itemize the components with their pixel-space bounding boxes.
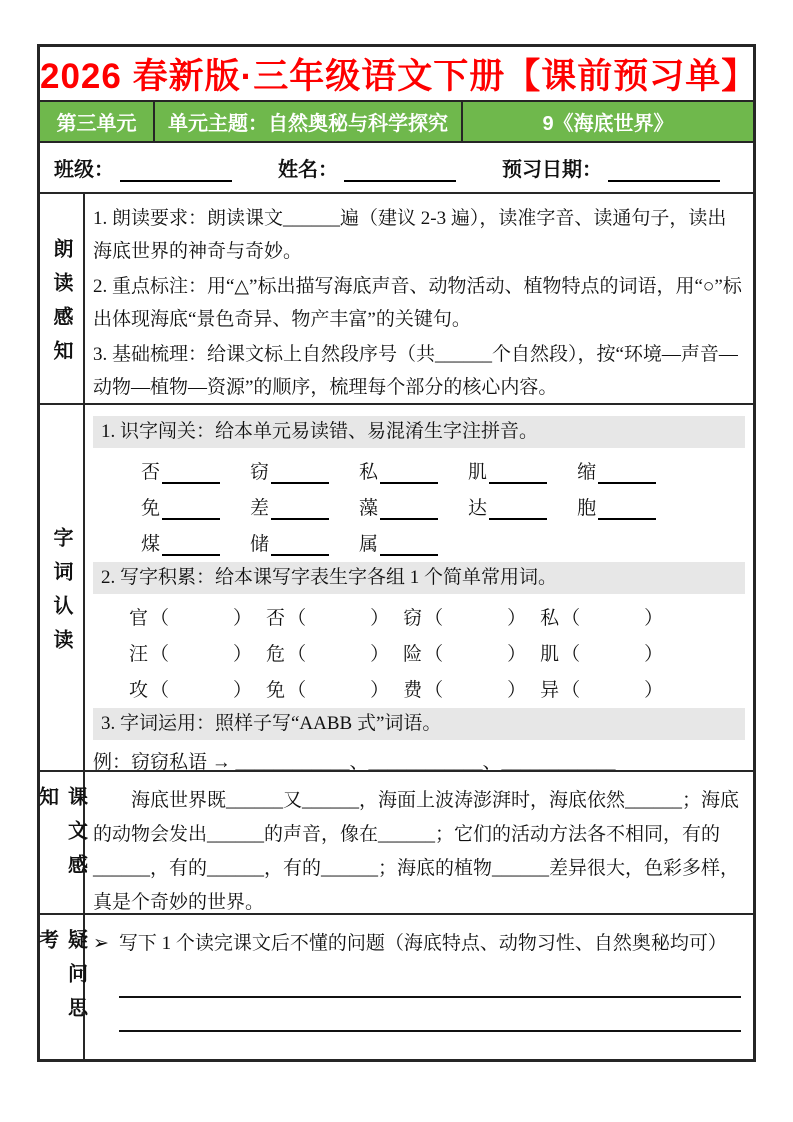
word-blank[interactable] bbox=[443, 648, 507, 666]
reading-item-1: 1. 朗读要求：朗读课文______遍（建议 2-3 遍），读准字音、读通句子，读出海底世界的神奇与奇妙。 bbox=[93, 208, 727, 262]
char: 费 bbox=[403, 680, 423, 701]
answer-line-1[interactable] bbox=[119, 996, 741, 998]
unit-theme: 单元主题：自然奥秘与科学探究 bbox=[155, 102, 463, 141]
word-blank[interactable] bbox=[306, 648, 370, 666]
zuci-item bbox=[129, 639, 252, 666]
pinyin-blank[interactable] bbox=[380, 464, 438, 484]
paren-close: ） bbox=[233, 644, 253, 665]
char: 胞 bbox=[577, 498, 597, 519]
zuci-item bbox=[129, 675, 252, 702]
question-prompt: 写下 1 个读完课文后不懂的问题（海底特点、动物习性、自然奥秘均可） bbox=[118, 933, 727, 954]
zuci-item bbox=[540, 603, 663, 630]
zuci-item bbox=[129, 603, 252, 630]
unit-number: 第三单元 bbox=[40, 102, 155, 141]
date-field bbox=[502, 153, 720, 182]
char: 缩 bbox=[577, 462, 597, 483]
word-blank[interactable] bbox=[306, 684, 370, 702]
date-label: 预习日期： bbox=[502, 159, 602, 182]
section-label-words: 字词认读 bbox=[40, 405, 85, 770]
word-blank[interactable] bbox=[580, 684, 644, 702]
paren-open: （ bbox=[561, 680, 581, 701]
reading-item-3: 3. 基础梳理：给课文标上自然段序号（共______个自然段），按“环境—声音—动物—植物—资源”的顺序，梳理每个部分的核心内容。 bbox=[93, 344, 738, 398]
zuci-row-1 bbox=[129, 600, 745, 630]
pinyin-blank[interactable] bbox=[489, 464, 547, 484]
section-body-text bbox=[85, 772, 753, 913]
pinyin-blank[interactable] bbox=[271, 464, 329, 484]
section-text-perception bbox=[35, 770, 753, 913]
section-word-recognition bbox=[40, 403, 753, 770]
char: 窃 bbox=[250, 462, 270, 483]
word-blank[interactable] bbox=[169, 648, 233, 666]
char: 煤 bbox=[141, 534, 161, 555]
pinyin-item bbox=[359, 529, 438, 556]
char: 险 bbox=[403, 644, 423, 665]
pinyin-item bbox=[468, 493, 547, 520]
paren-open: （ bbox=[287, 680, 307, 701]
pinyin-item bbox=[141, 457, 220, 484]
pinyin-item bbox=[359, 457, 438, 484]
char: 差 bbox=[250, 498, 270, 519]
char: 窃 bbox=[403, 608, 423, 629]
zuci-item bbox=[266, 675, 389, 702]
cloze-paragraph: 海底世界既______又______，海面上波涛澎湃时，海底依然______；海底的动物会发出______的声音，像在______；它们的活动方法各不相同，有的______，有的______，有的______；海底的植物______差异很大，色彩多样，真是个奇妙的世界。 bbox=[93, 790, 740, 913]
paren-open: （ bbox=[150, 608, 170, 629]
paren-close: ） bbox=[370, 644, 390, 665]
pinyin-blank[interactable] bbox=[489, 500, 547, 520]
pinyin-item bbox=[577, 457, 656, 484]
char: 否 bbox=[266, 608, 286, 629]
section-question-thinking bbox=[35, 913, 753, 1059]
section-body-reading bbox=[85, 194, 753, 403]
pinyin-row-2 bbox=[141, 490, 745, 520]
pinyin-blank[interactable] bbox=[380, 536, 438, 556]
name-label: 姓名： bbox=[278, 159, 338, 182]
unit-bar bbox=[40, 100, 753, 141]
char: 属 bbox=[359, 534, 379, 555]
zuci-item bbox=[266, 639, 389, 666]
zuci-item bbox=[403, 639, 526, 666]
paren-open: （ bbox=[150, 644, 170, 665]
aabb-example-line: 例：窃窃私语 → ____________、____________、____________ bbox=[93, 752, 616, 770]
paren-close: ） bbox=[233, 680, 253, 701]
name-field bbox=[278, 153, 456, 182]
zuci-row-3 bbox=[129, 672, 745, 702]
paren-close: ） bbox=[507, 608, 527, 629]
char: 异 bbox=[540, 680, 560, 701]
pinyin-blank[interactable] bbox=[598, 464, 656, 484]
char: 汪 bbox=[129, 644, 149, 665]
answer-line-2[interactable] bbox=[119, 1030, 741, 1032]
pinyin-blank[interactable] bbox=[271, 536, 329, 556]
char: 藻 bbox=[359, 498, 379, 519]
section-label-text: 课文感知 bbox=[40, 772, 85, 913]
pinyin-item bbox=[468, 457, 547, 484]
word-blank[interactable] bbox=[169, 612, 233, 630]
zuci-item bbox=[266, 603, 389, 630]
pinyin-item bbox=[141, 493, 220, 520]
section-label-question: 疑问思考 bbox=[40, 915, 85, 1059]
name-input-blank[interactable] bbox=[344, 160, 456, 182]
paren-close: ） bbox=[644, 680, 664, 701]
paren-open: （ bbox=[150, 680, 170, 701]
zuci-item bbox=[403, 603, 526, 630]
section-body-question bbox=[85, 915, 753, 1059]
pinyin-item bbox=[577, 493, 656, 520]
word-blank[interactable] bbox=[580, 648, 644, 666]
char: 危 bbox=[266, 644, 286, 665]
reading-item-2: 2. 重点标注：用“△”标出描写海底声音、动物活动、植物特点的词语，用“○”标出体现海底“景色奇异、物产丰富”的关键句。 bbox=[93, 276, 742, 330]
task2-title: 2. 写字积累：给本课写字表生字各组 1 个简单常用词。 bbox=[93, 562, 745, 594]
paren-open: （ bbox=[424, 608, 444, 629]
paren-open: （ bbox=[424, 680, 444, 701]
class-label: 班级： bbox=[54, 159, 114, 182]
word-blank[interactable] bbox=[580, 612, 644, 630]
paren-close: ） bbox=[233, 608, 253, 629]
task3-title: 3. 字词运用：照样子写“AABB 式”词语。 bbox=[93, 708, 745, 740]
char: 否 bbox=[141, 462, 161, 483]
zuci-item bbox=[540, 639, 663, 666]
paren-open: （ bbox=[287, 608, 307, 629]
char: 免 bbox=[266, 680, 286, 701]
word-blank[interactable] bbox=[306, 612, 370, 630]
pinyin-blank[interactable] bbox=[162, 536, 220, 556]
pinyin-row-1 bbox=[141, 454, 745, 484]
char: 达 bbox=[468, 498, 488, 519]
page-title: 2026 春新版·三年级语文下册【课前预习单】 bbox=[40, 47, 753, 100]
paren-close: ） bbox=[644, 644, 664, 665]
word-blank[interactable] bbox=[169, 684, 233, 702]
pinyin-item bbox=[250, 457, 329, 484]
arrow-bullet-icon: ➢ bbox=[93, 933, 109, 954]
pinyin-blank[interactable] bbox=[162, 500, 220, 520]
paren-open: （ bbox=[561, 608, 581, 629]
section-reading-perception bbox=[40, 192, 753, 403]
section-label-reading: 朗读感知 bbox=[40, 194, 85, 403]
word-blank[interactable] bbox=[443, 612, 507, 630]
pinyin-blank[interactable] bbox=[271, 500, 329, 520]
zuci-item bbox=[403, 675, 526, 702]
char: 免 bbox=[141, 498, 161, 519]
char: 官 bbox=[129, 608, 149, 629]
student-info-row bbox=[40, 141, 753, 192]
paren-close: ） bbox=[507, 644, 527, 665]
paren-close: ） bbox=[644, 608, 664, 629]
pinyin-blank[interactable] bbox=[598, 500, 656, 520]
paren-close: ） bbox=[507, 680, 527, 701]
class-field bbox=[54, 153, 232, 182]
paren-open: （ bbox=[287, 644, 307, 665]
paren-open: （ bbox=[424, 644, 444, 665]
pinyin-row-3 bbox=[141, 526, 745, 556]
section-body-words bbox=[85, 405, 753, 770]
question-prompt-row bbox=[93, 927, 745, 960]
paren-close: ） bbox=[370, 680, 390, 701]
char: 私 bbox=[540, 608, 560, 629]
pinyin-blank[interactable] bbox=[162, 464, 220, 484]
word-blank[interactable] bbox=[443, 684, 507, 702]
char: 肌 bbox=[540, 644, 560, 665]
zuci-row-2 bbox=[129, 636, 745, 666]
pinyin-item bbox=[141, 529, 220, 556]
lesson-title: 9《海底世界》 bbox=[542, 113, 674, 136]
date-input-blank[interactable] bbox=[608, 160, 720, 182]
char: 储 bbox=[250, 534, 270, 555]
char: 肌 bbox=[468, 462, 488, 483]
paren-close: ） bbox=[370, 608, 390, 629]
task1-title: 1. 识字闯关：给本单元易读错、易混淆生字注拼音。 bbox=[93, 416, 745, 448]
pinyin-item bbox=[250, 493, 329, 520]
class-input-blank[interactable] bbox=[120, 160, 232, 182]
pinyin-item bbox=[250, 529, 329, 556]
pinyin-item bbox=[359, 493, 438, 520]
char: 攻 bbox=[129, 680, 149, 701]
paren-open: （ bbox=[561, 644, 581, 665]
zuci-item bbox=[540, 675, 663, 702]
worksheet-frame bbox=[37, 44, 756, 1062]
pinyin-blank[interactable] bbox=[380, 500, 438, 520]
char: 私 bbox=[359, 462, 379, 483]
